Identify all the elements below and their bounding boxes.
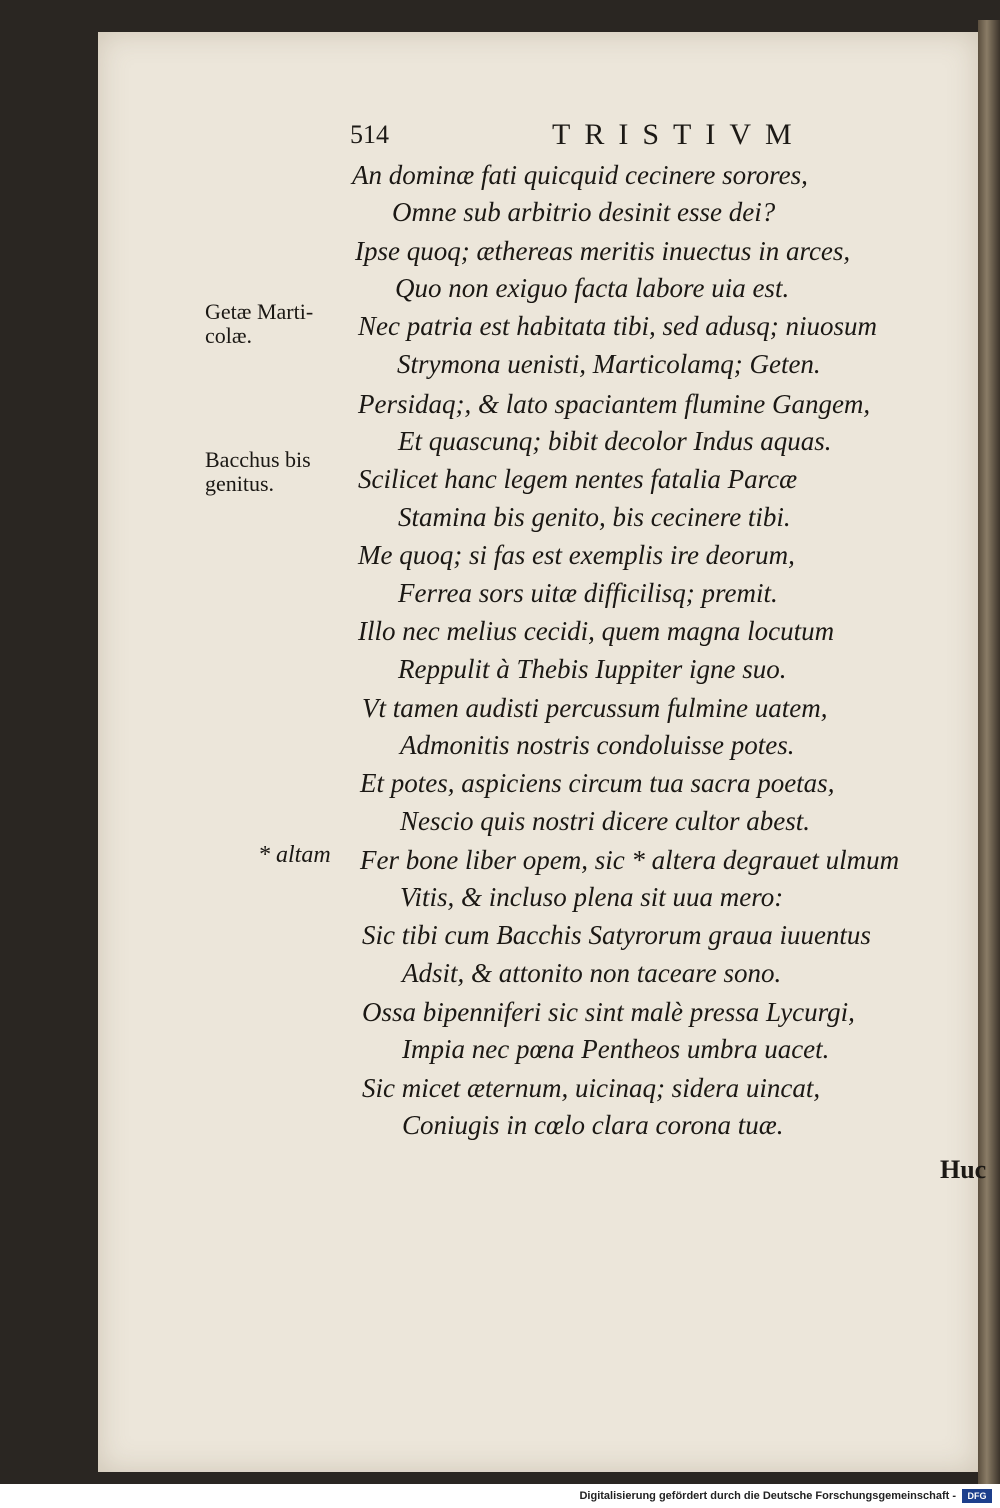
- book-edge: [978, 20, 1000, 1490]
- verse-line: Ossa bipenniferi sic sint malè pressa Lycurgi,: [362, 997, 855, 1027]
- catchword: Huc: [940, 1155, 987, 1184]
- verse-line: Adsit, & attonito non taceare sono.: [402, 958, 782, 988]
- verse-line: Admonitis nostris condoluisse potes.: [400, 730, 795, 760]
- footer-credit: Digitalisierung gefördert durch die Deutsche Forschungsgemeinschaft -: [579, 1490, 956, 1502]
- verse-line: Nescio quis nostri dicere cultor abest.: [400, 806, 810, 836]
- verse-line: Reppulit à Thebis Iuppiter igne suo.: [398, 654, 787, 684]
- verse-line: Strymona uenisti, Marticolamq; Geten.: [397, 349, 821, 379]
- verse-line: Illo nec melius cecidi, quem magna locutum: [358, 616, 835, 646]
- verse-line: Et potes, aspiciens circum tua sacra poetas,: [360, 768, 835, 798]
- margin-note-bacchus: Bacchus bis genitus.: [205, 447, 311, 496]
- verse-line: Persidaq;, & lato spaciantem flumine Gangem,: [358, 389, 871, 419]
- verse-line: Scilicet hanc legem nentes fatalia Parcæ: [358, 464, 798, 494]
- verse-line: Ferrea sors uitæ difficilisq; premit.: [398, 578, 778, 608]
- verse-line: Et quascunq; bibit decolor Indus aquas.: [398, 426, 832, 456]
- verse-line: Vt tamen audisti percussum fulmine uatem,: [362, 693, 828, 723]
- verse-line: Coniugis in cœlo clara corona tuæ.: [402, 1110, 784, 1140]
- page-number: 514: [350, 120, 389, 149]
- verse-line: Stamina bis genito, bis cecinere tibi.: [398, 502, 791, 532]
- verse-line: Sic micet æternum, uicinaq; sidera uincat,: [362, 1073, 821, 1103]
- verse-line: Me quoq; si fas est exemplis ire deorum,: [358, 540, 795, 570]
- dfg-logo: DFG: [962, 1489, 992, 1503]
- verse-line: Quo non exiguo facta labore uia est.: [395, 273, 790, 303]
- verse-line: Omne sub arbitrio desinit esse dei?: [392, 197, 776, 227]
- verse-line: Sic tibi cum Bacchis Satyrorum graua iuuentus: [362, 920, 871, 950]
- verse-line: Impia nec pœna Pentheos umbra uacet.: [402, 1034, 830, 1064]
- verse-line: Ipse quoq; æthereas meritis inuectus in arces,: [355, 236, 851, 266]
- running-head: TRISTIVM: [552, 118, 806, 151]
- verse-line: An dominæ fati quicquid cecinere sorores,: [352, 160, 808, 190]
- verse-line: Vitis, & incluso plena sit uua mero:: [400, 882, 784, 912]
- margin-note-altam: * altam: [258, 842, 331, 868]
- verse-line: Nec patria est habitata tibi, sed adusq; niuosum: [358, 311, 877, 341]
- verse-line: Fer bone liber opem, sic * altera degrauet ulmum: [360, 845, 900, 875]
- margin-note-getae: Getæ Marti- colæ.: [205, 299, 314, 348]
